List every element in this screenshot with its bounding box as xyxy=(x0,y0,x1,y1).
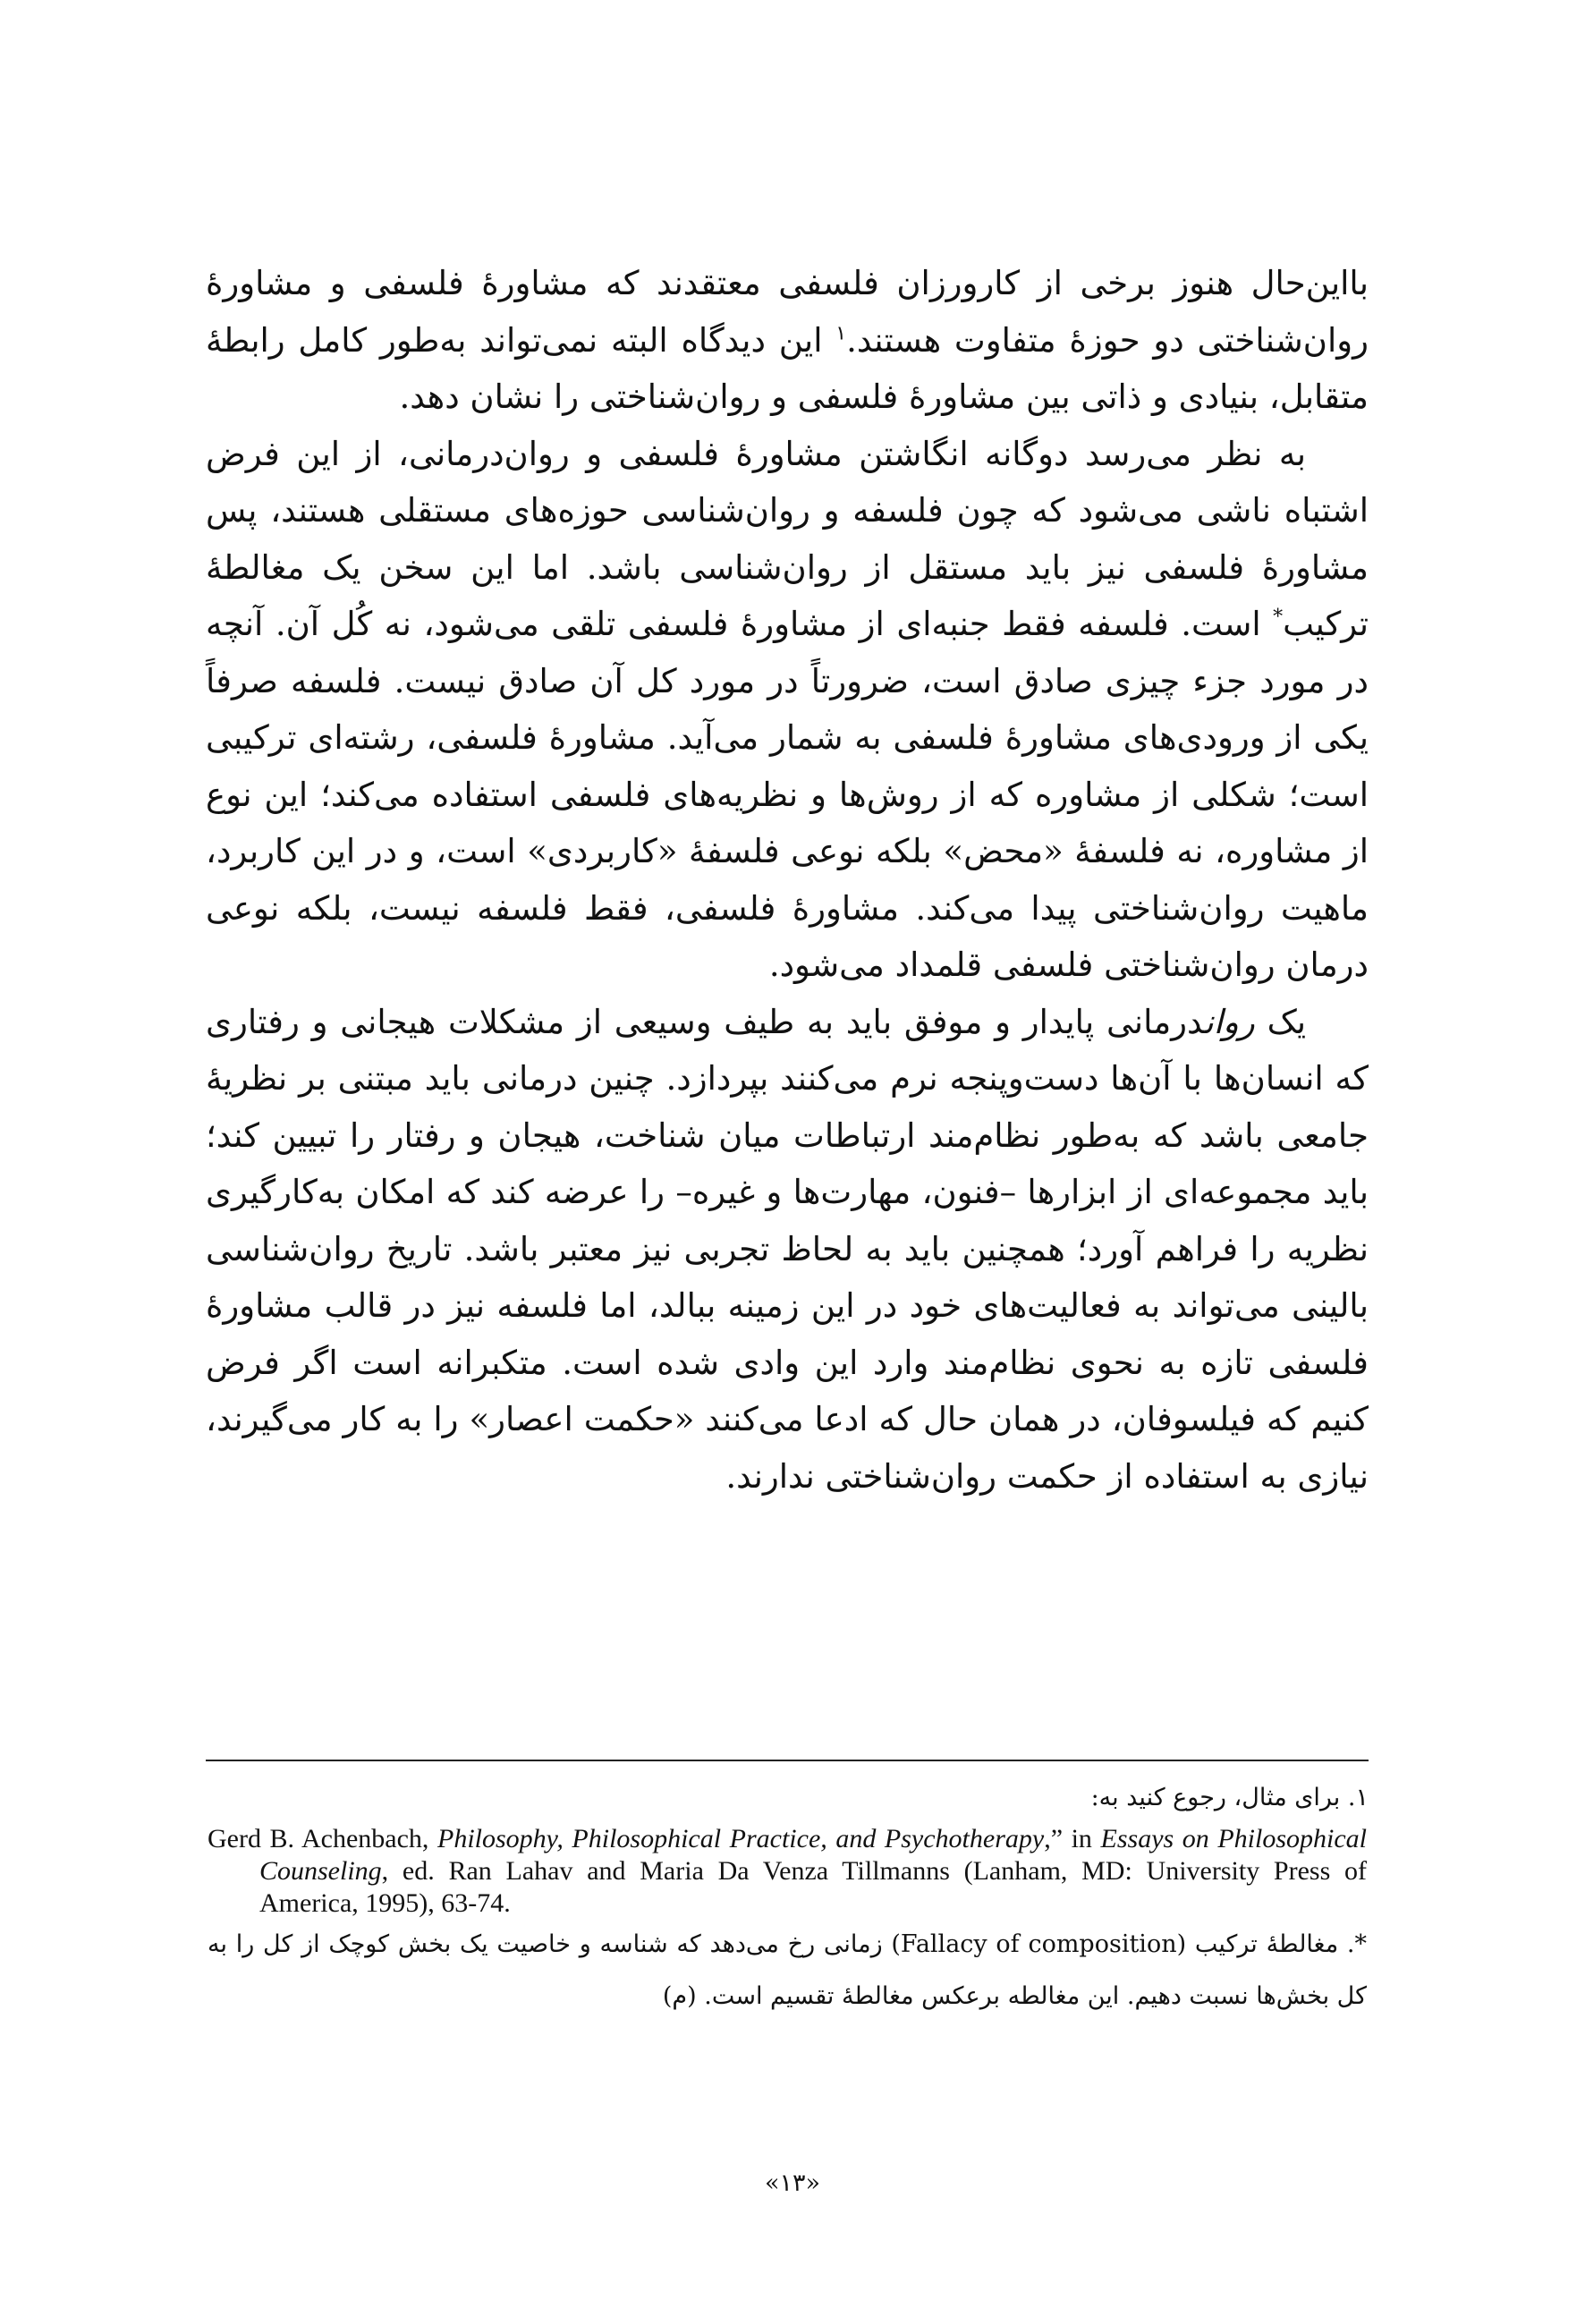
paragraph-3 xyxy=(206,994,1369,1506)
text-run: درمانی پایدار و موفق باید به طیف وسیعی از مشکلات هیجانی و رفتاری که انسان‌ها با آن‌ها دست‌وپنجه نرم می‌کنند بپردازد. چنین درمانی باید مبتنی بر نظریهٔ جامعی باشد که به‌طور نظام‌مند ارتباطات میان شناخت، هیجان و رفتار را تبیین کند؛ باید مجموعه‌ای از ابزارها –فنون، مهارت‌ها و غیره– را عرضه کند که امکان به‌کارگیری نظریه را فراهم آورد؛ همچنین باید به لحاظ تجربی نیز معتبر باشد. تاریخ روان‌شناسی بالینی می‌تواند به فعالیت‌های خود در این زمینه ببالد، اما فلسفه نیز در قالب مشاورهٔ فلسفی تازه به نحوی نظام‌مند وارد این وادی شده است. متکبرانه است اگر فرض کنیم که فیلسوفان، در همان حال که ادعا می‌کنند «حکمت اعصار» را به کار می‌گیرند، نیازی به استفاده از حکمت روان‌شناختی ندارند. xyxy=(206,1002,1369,1496)
text-run: بااین‌حال هنوز برخی از کارورزان فلسفی معتقدند که مشاورهٔ فلسفی و مشاورهٔ روان‌شناختی دو حوزهٔ متفاوت هستند. xyxy=(206,264,1369,360)
footnote-1-intro: ۱. برای مثال، رجوع کنید به: xyxy=(1090,1784,1369,1811)
text-run: Philosophy, Philosophical Practice, and Psychotherapy xyxy=(437,1824,1045,1853)
footnote-divider xyxy=(206,1760,1369,1761)
footnote-1-citation xyxy=(208,1823,1367,1920)
footnote-translator-note: *. مغالطهٔ ترکیب (Fallacy of composition) زمانی رخ می‌دهد که شناسه و خاصیت یک بخش کوچک از کل را به کل بخش‌ها نسبت دهیم. این مغالطه برعکس مغالطهٔ تقسیم است. (م) xyxy=(208,1930,1367,2010)
main-text xyxy=(206,255,1369,1505)
text-run: است. فلسفه فقط جنبه‌ای از مشاورهٔ فلسفی تلقی می‌شود، نه کُل آن. آنچه در مورد جزء چیزی صادق است، ضرورتاً در مورد کل آن صادق نیست. فلسفه صرفاً یکی از ورودی‌های مشاورهٔ فلسفی به شمار می‌آید. مشاورهٔ فلسفی، رشته‌ای ترکیبی است؛ شکلی از مشاوره که از روش‌ها و نظریه‌های فلسفی استفاده می‌کند؛ این نوع از مشاوره، نه فلسفهٔ «محض» بلکه نوعی فلسفهٔ «کاربردی» است، و در این کاربرد، ماهیت روان‌شناختی پیدا می‌کند. مشاورهٔ فلسفی، فقط فلسفه نیست، بلکه نوعی درمان روان‌شناختی فلسفی قلمداد می‌شود. xyxy=(206,605,1369,984)
page-number: «۱۳» xyxy=(764,2169,821,2197)
text-run: به نظر می‌رسد دوگانه انگاشتن مشاورهٔ فلسفی و روان‌درمانی، از این فرض اشتباه ناشی می‌شود که چون فلسفه و روان‌شناسی حوزه‌های مستقلی هستند، پس مشاورهٔ فلسفی نیز باید مستقل از روان‌شناسی باشد. اما این سخن یک مغالطهٔ ترکیب xyxy=(206,434,1369,643)
footnote-marker: * xyxy=(1273,606,1284,629)
text-run: ,” in xyxy=(1044,1824,1101,1853)
paragraph-2 xyxy=(206,426,1369,994)
text-run: , ed. Ran Lahav and Maria Da Venza Tillmanns (Lanham, MD: University Press of America, 1995), 63-74. xyxy=(259,1856,1367,1918)
text-run: روان xyxy=(1204,1002,1255,1041)
footnote-marker: ۱ xyxy=(835,322,847,345)
paragraph-1 xyxy=(206,255,1369,426)
text-run: Essays on Philosophical Counseling xyxy=(259,1824,1367,1886)
text-run: این دیدگاه البته نمی‌تواند به‌طور کامل رابطهٔ متقابل، بنیادی و ذاتی بین مشاورهٔ فلسفی و روان‌شناختی را نشان دهد. xyxy=(206,320,1369,416)
text-run: یک xyxy=(1254,1002,1306,1041)
text-run: Gerd B. Achenbach, xyxy=(208,1824,437,1853)
